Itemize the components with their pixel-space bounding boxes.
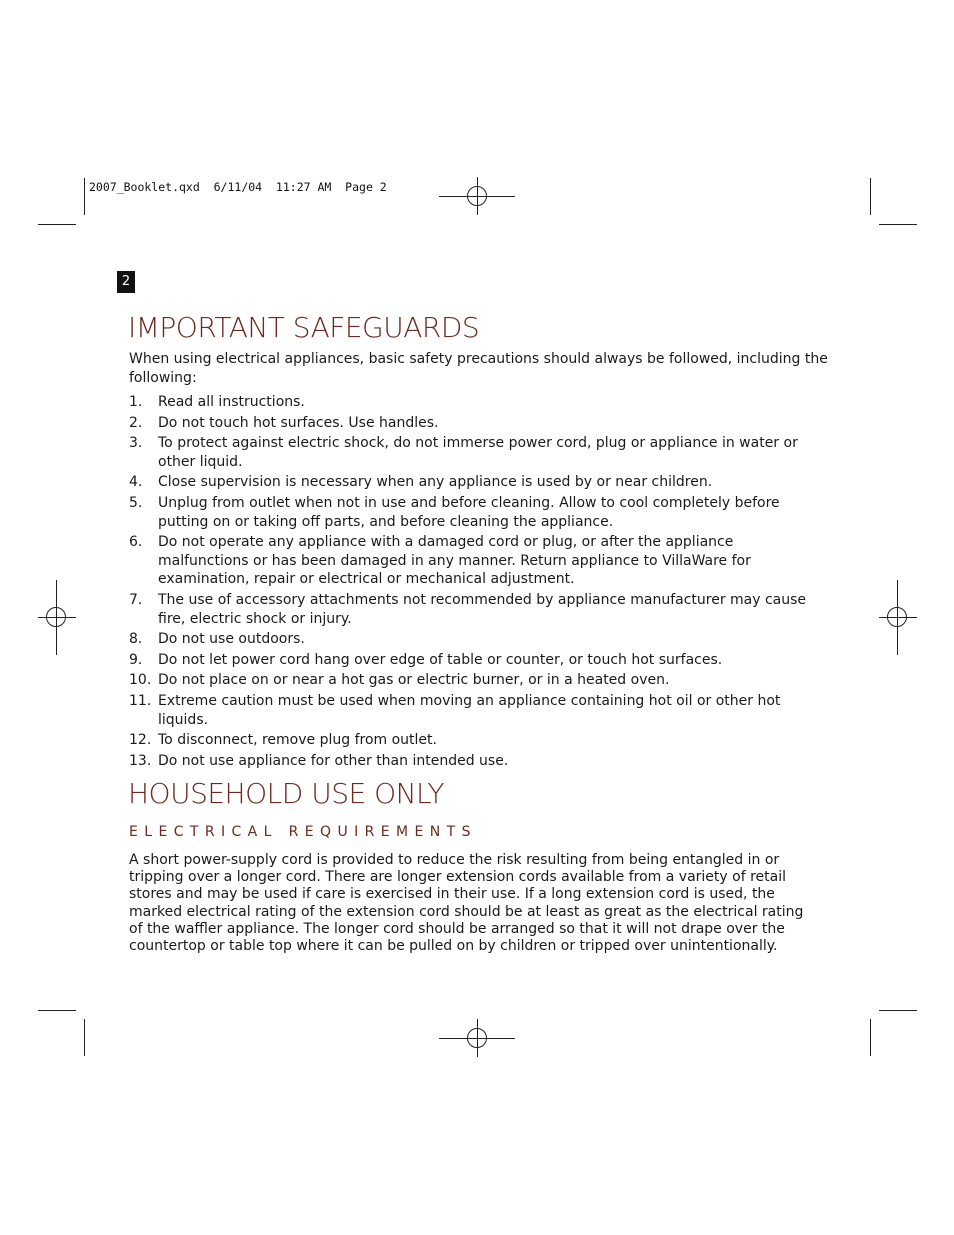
list-item <box>129 533 819 589</box>
electrical-requirements-paragraph: A short power-supply cord is provided to reduce the risk resulting from being entangled in or tripping over a longer cord. There are longer extension cords available from a variety of retail stores and may be used if care is exercised in their use. If a long extension cord is used, the marked electrical rating of the extension cord should be at least as great as the electrical rating of the waffler appliance. The longer cord should be arranged so that it will not drape over the countertop or table top where it can be pulled on by children or tripped over unintentionally. <box>129 852 804 955</box>
list-item <box>129 731 819 750</box>
list-item-text: Do not touch hot surfaces. Use handles. <box>158 414 439 431</box>
list-item <box>129 393 819 412</box>
list-item <box>129 651 819 670</box>
electrical-requirements-heading: ELECTRICAL REQUIREMENTS <box>129 824 477 840</box>
list-item-text: Extreme caution must be used when moving an appliance containing hot oil or other hot liquids. <box>158 692 781 728</box>
safeguards-title: IMPORTANT SAFEGUARDS <box>128 311 480 344</box>
list-item-number: 2. <box>129 414 143 431</box>
list-item <box>129 591 819 628</box>
list-item-number: 13. <box>129 752 152 769</box>
list-item-text: Do not place on or near a hot gas or electric burner, or in a heated oven. <box>158 672 670 689</box>
list-item-text: Do not use appliance for other than intended use. <box>158 752 509 769</box>
list-item-number: 4. <box>129 474 143 491</box>
list-item-number: 9. <box>129 651 143 668</box>
household-title: HOUSEHOLD USE ONLY <box>128 777 445 810</box>
list-item-number: 8. <box>129 631 143 648</box>
list-item-text: To disconnect, remove plug from outlet. <box>158 732 437 749</box>
safeguards-intro: When using electrical appliances, basic safety precautions should always be followed, including the following: <box>129 351 828 386</box>
list-item-text: To protect against electric shock, do not immerse power cord, plug or appliance in water or other liquid. <box>158 435 798 470</box>
list-item-text: Do not use outdoors. <box>158 631 305 648</box>
list-item-number: 10. <box>129 672 152 689</box>
list-item-number: 1. <box>129 394 143 410</box>
list-item-number: 12. <box>129 732 152 749</box>
list-item <box>129 494 819 531</box>
list-item-text: The use of accessory attachments not recommended by appliance manufacturer may cause fire, electric shock or injury. <box>158 591 807 627</box>
list-item-text: Unplug from outlet when not in use and before cleaning. Allow to cool completely before putting on or taking off parts, and before cleaning the appliance. <box>158 494 780 530</box>
list-item-text: Read all instructions. <box>158 394 305 410</box>
list-item <box>129 434 819 471</box>
list-item <box>129 414 819 433</box>
list-item-text: Close supervision is necessary when any appliance is used by or near children. <box>158 474 713 491</box>
safeguards-list <box>129 393 819 772</box>
list-item-number: 6. <box>129 534 143 551</box>
list-item-number: 11. <box>129 692 152 709</box>
print-slug: 2007_Booklet.qxd 6/11/04 11:27 AM Page 2 <box>89 180 387 194</box>
list-item-number: 5. <box>129 494 143 511</box>
page-number: 2 <box>117 271 135 293</box>
list-item <box>129 692 819 729</box>
list-item <box>129 473 819 492</box>
list-item-number: 7. <box>129 591 143 608</box>
list-item <box>129 671 819 690</box>
list-item <box>129 630 819 649</box>
list-item-number: 3. <box>129 435 143 452</box>
list-item <box>129 752 819 771</box>
list-item-text: Do not operate any appliance with a damaged cord or plug, or after the appliance malfunctions or has been damaged in any manner. Return appliance to VillaWare for examination, repair or electrical or mechanical adjustment. <box>158 534 751 588</box>
list-item-text: Do not let power cord hang over edge of table or counter, or touch hot surfaces. <box>158 651 723 668</box>
